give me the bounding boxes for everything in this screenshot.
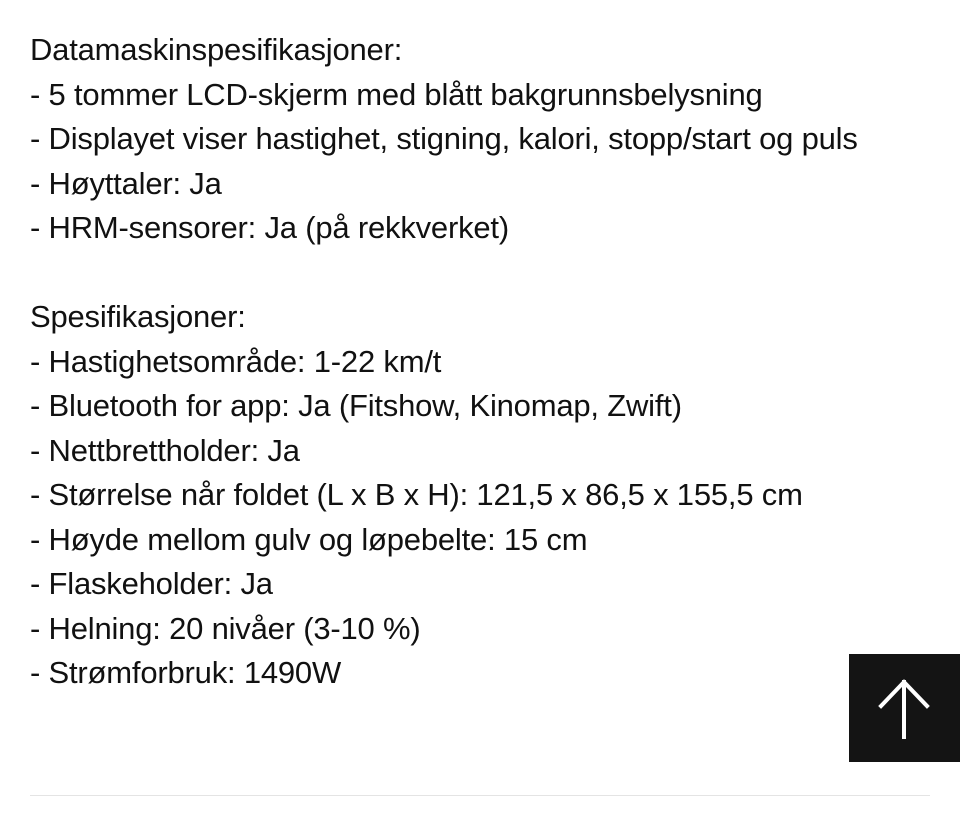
product-description (30, 28, 930, 696)
computer-spec-item: - HRM-sensorer: Ja (på rekkverket) (30, 210, 509, 245)
spec-item: - Hastighetsområde: 1-22 km/t (30, 343, 442, 379)
scroll-to-top-button[interactable] (849, 654, 960, 762)
spec-item: - Høyde mellom gulv og løpebelte: 15 cm (30, 521, 588, 557)
arrow-up-icon (878, 679, 930, 739)
specs-heading: Spesifikasjoner: (30, 299, 246, 334)
spec-item: - Bluetooth for app: Ja (Fitshow, Kinomap, Zwift) (30, 388, 682, 423)
spec-item: - Nettbrettholder: Ja (30, 432, 300, 468)
spec-item: - Størrelse når foldet (L x B x H): 121,5 x 86,5 x 155,5 cm (30, 477, 803, 512)
spec-item: - Flaskeholder: Ja (30, 566, 273, 601)
computer-spec-item: - Displayet viser hastighet, stigning, kalori, stopp/start og puls (30, 121, 858, 156)
computer-spec-item: - Høyttaler: Ja (30, 165, 222, 201)
divider (30, 795, 930, 796)
section-spacer (30, 251, 930, 296)
spec-item: - Helning: 20 nivåer (3-10 %) (30, 610, 421, 646)
computer-spec-item: - 5 tommer LCD-skjerm med blått bakgrunnsbelysning (30, 76, 763, 112)
computer-specs-heading: Datamaskinspesifikasjoner: (30, 32, 403, 67)
spec-item: - Strømforbruk: 1490W (30, 655, 342, 690)
